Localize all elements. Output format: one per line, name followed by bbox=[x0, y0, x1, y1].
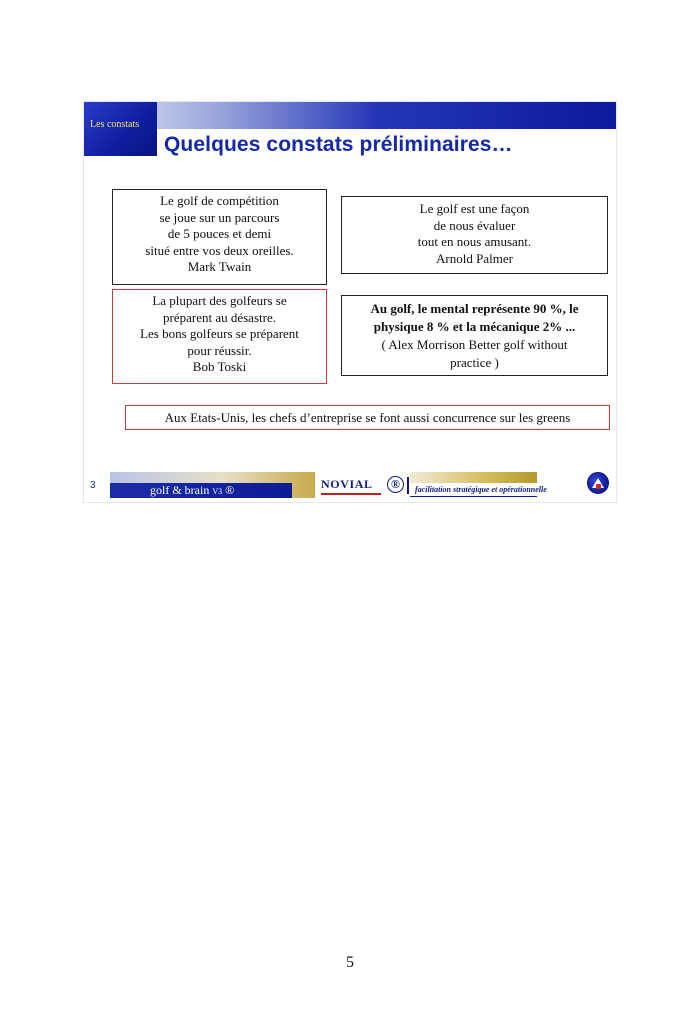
registered-mark: ® bbox=[387, 476, 404, 493]
conclusion-banner: Aux Etats-Unis, les chefs d’entreprise se font aussi concurrence sur les greens bbox=[125, 405, 610, 430]
quote-line: Les bons golfeurs se préparent bbox=[140, 326, 299, 341]
quote-author: Mark Twain bbox=[187, 259, 252, 274]
section-block bbox=[84, 102, 157, 156]
section-label: Les constats bbox=[90, 119, 140, 130]
tagline-gradient-bar bbox=[410, 472, 537, 483]
quote-author: Bob Toski bbox=[192, 359, 247, 374]
quote-box-palmer bbox=[341, 196, 608, 274]
brand-name: golf & brain bbox=[150, 483, 210, 497]
brand-registered: ® bbox=[225, 483, 235, 497]
footer-separator bbox=[407, 477, 409, 494]
quote-line: Le golf est une façon bbox=[419, 201, 530, 216]
quote-line: La plupart des golfeurs se bbox=[152, 293, 287, 308]
slide-number: 3 bbox=[90, 480, 96, 491]
quote-line: de nous évaluer bbox=[433, 217, 516, 233]
quote-box-toski bbox=[112, 289, 327, 384]
quote-line: situé entre vos deux oreilles. bbox=[145, 242, 294, 258]
quote-line: ( Alex Morrison Better golf without bbox=[381, 337, 568, 352]
logo-dot bbox=[596, 484, 601, 489]
quote-line: de 5 pouces et demi bbox=[167, 226, 272, 241]
quote-line: tout en nous amusant. bbox=[417, 234, 532, 249]
tagline-underline bbox=[410, 496, 537, 497]
company-tagline: facilitation stratégique et opérationnelle bbox=[415, 485, 547, 494]
header-bar bbox=[84, 102, 617, 129]
company-name: NOVIAL bbox=[321, 477, 373, 491]
quote-line: se joue sur un parcours bbox=[159, 209, 280, 225]
quote-line: pour réussir. bbox=[187, 342, 252, 358]
quote-line: préparent au désastre. bbox=[163, 309, 276, 325]
brand-version: V3 bbox=[212, 487, 223, 496]
quote-author: Arnold Palmer bbox=[436, 250, 513, 266]
slide bbox=[83, 101, 617, 503]
quote-line: Au golf, le mental représente 90 %, le bbox=[370, 301, 579, 316]
quote-line: Le golf de compétition bbox=[160, 193, 279, 208]
quote-box-morrison bbox=[341, 295, 608, 376]
quote-line: physique 8 % et la mécanique 2% ... bbox=[373, 319, 576, 334]
slide-title: Quelques constats préliminaires… bbox=[164, 133, 513, 156]
brand-label bbox=[150, 483, 234, 498]
page-number: 5 bbox=[346, 954, 354, 971]
quote-line: practice ) bbox=[450, 355, 499, 370]
golf-logo-icon bbox=[587, 472, 609, 494]
company-underline bbox=[321, 493, 381, 495]
quote-box-twain bbox=[112, 189, 327, 285]
